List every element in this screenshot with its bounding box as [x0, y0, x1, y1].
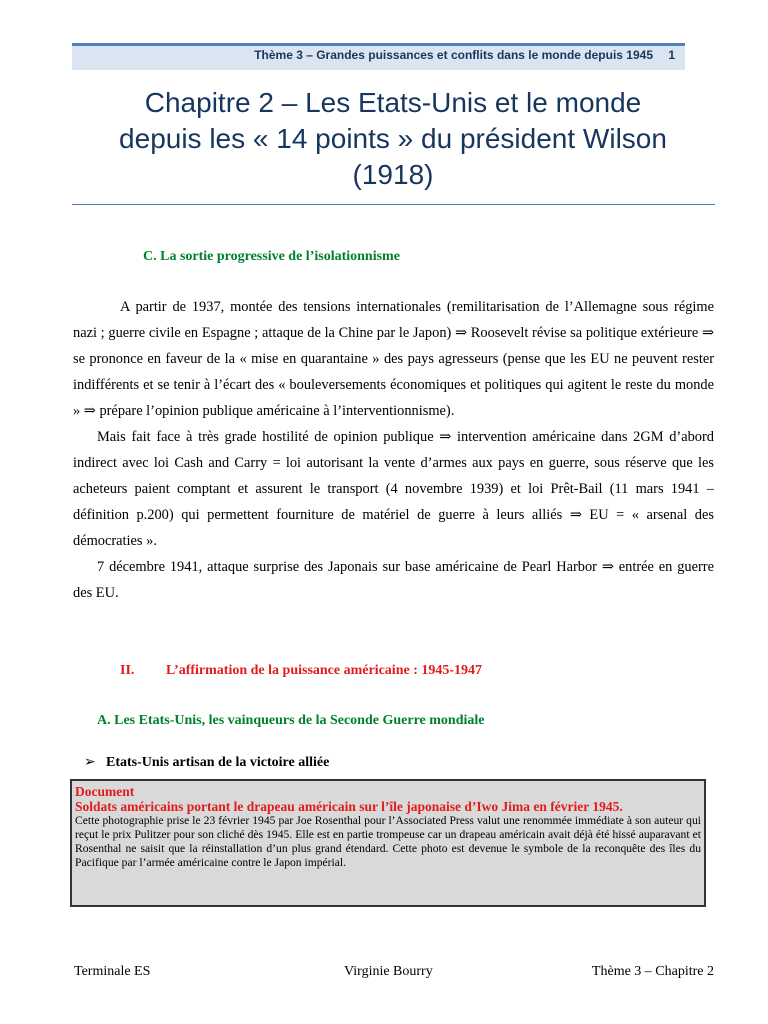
chapter-title-line-2: depuis les « 14 points » du président Wilson — [119, 123, 667, 154]
footer-right: Thème 3 – Chapitre 2 — [591, 964, 714, 979]
bullet-item — [84, 754, 329, 771]
document-body: Cette photographie prise le 23 février 1945 par Joe Rosenthal pour l’Associated Press valut une renommée immédiate à son auteur qui reçut le prix Pulitzer pour son cliché dès 1945. Elle est en partie trompeuse car un drapeau américain avait déjà été hissé auparavant et Rosenthal ne saisit que la réinstallation d’un plus grand étendard. Cette photo est devenue le symbole de la reconquête des îles du Pacifique par l’armée américaine contre le Japon impérial. — [75, 814, 701, 869]
page-header — [72, 43, 685, 70]
document-title: Soldats américains portant le drapeau américain sur l’île japonaise d’Iwo Jima en février 1945. — [75, 799, 623, 814]
arrow-bullet-icon: ➢ — [84, 755, 96, 770]
header-page-number: 1 — [668, 48, 675, 62]
header-theme-text: Thème 3 – Grandes puissances et conflits dans le monde depuis 1945 — [254, 48, 653, 62]
document-label: Document — [75, 784, 135, 799]
footer-left: Terminale ES — [74, 964, 151, 979]
section-c-body — [73, 294, 714, 606]
section-a-heading: A. Les Etats-Unis, les vainqueurs de la Seconde Guerre mondiale — [97, 713, 485, 728]
section-ii-number: II. — [120, 663, 135, 678]
chapter-title — [72, 85, 714, 193]
paragraph: A partir de 1937, montée des tensions internationales (remilitarisation de l’Allemagne sous régime nazi ; guerre civile en Espagne ; attaque de la Chine par le Japon) ⇒ Roosevelt révise sa politique extérieure ⇒ se prononce en faveur de la « mise en quarantaine » des pays agresseurs (pense que les EU ne peuvent rester indifférents et se tenir à l’écart des « bouleversements économiques et politiques qui agitent le reste du monde » ⇒ prépare l’opinion publique américaine à l’interventionnisme). — [73, 299, 714, 419]
bullet-text: Etats-Unis artisan de la victoire alliée — [106, 755, 330, 770]
chapter-title-line-3: (1918) — [352, 159, 434, 190]
section-c-heading: C. La sortie progressive de l’isolationnisme — [143, 249, 400, 264]
title-divider — [72, 204, 715, 205]
chapter-title-line-1: Chapitre 2 – Les Etats-Unis et le monde — [144, 87, 642, 118]
document-box — [70, 779, 706, 907]
footer-center: Virginie Bourry — [344, 964, 433, 979]
paragraph: 7 décembre 1941, attaque surprise des Japonais sur base américaine de Pearl Harbor ⇒ entrée en guerre des EU. — [73, 559, 714, 601]
section-ii-heading: L’affirmation de la puissance américaine : 1945-1947 — [166, 663, 483, 678]
paragraph: Mais fait face à très grade hostilité de opinion publique ⇒ intervention américaine dans 2GM d’abord indirect avec loi Cash and Carry = loi autorisant la vente d’armes aux pays en guerre, sous réserve que les acheteurs paient comptant et assurent le transport (4 novembre 1939) et loi Prêt-Bail (11 mars 1941 – définition p.200) qui permettent fourniture de matériel de guerre à leurs alliés ⇒ EU = « arsenal des démocraties ». — [73, 429, 714, 549]
